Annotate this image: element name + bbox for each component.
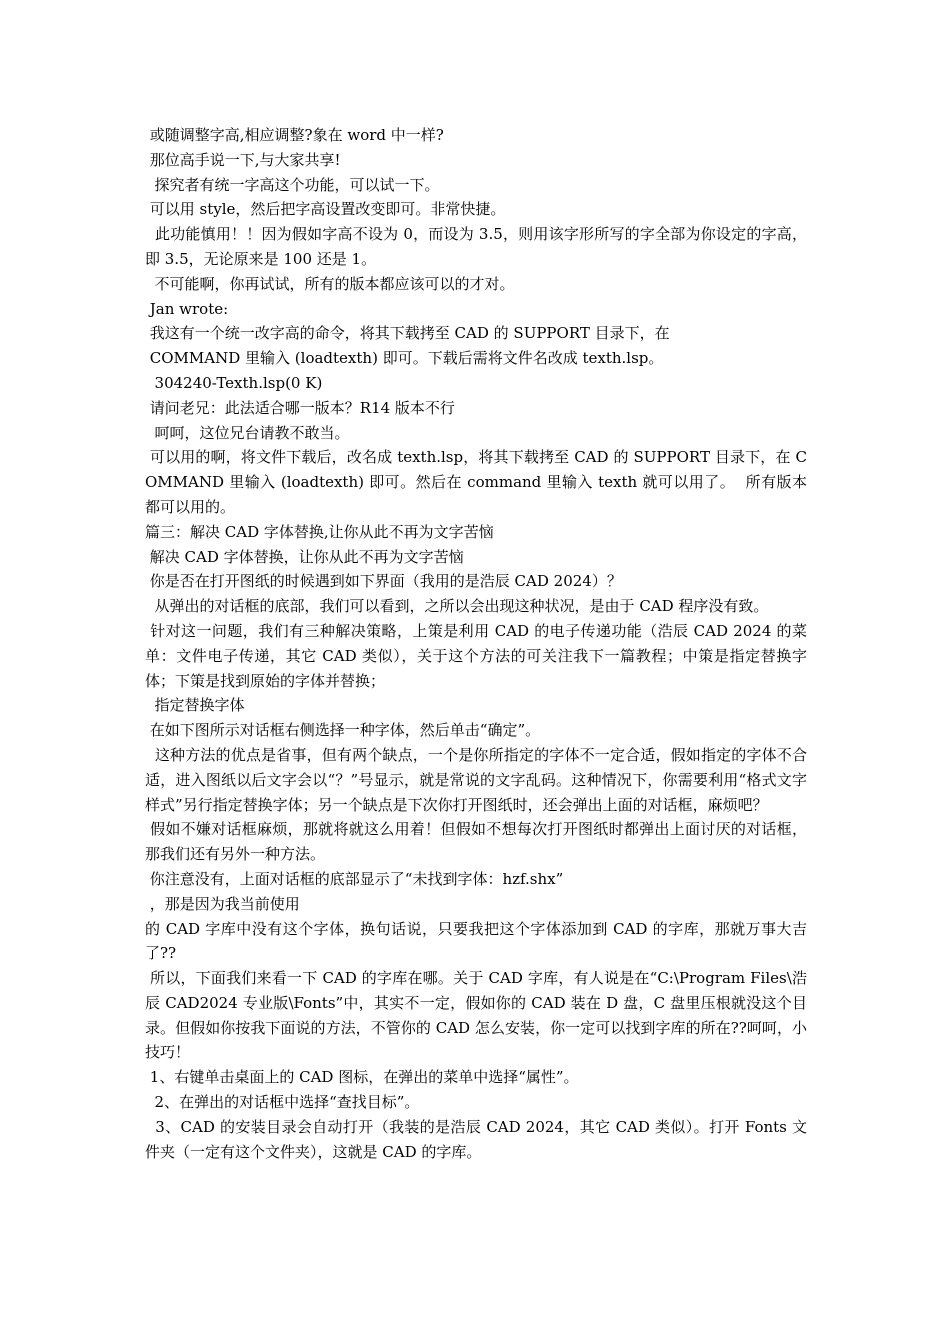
- paragraph-29: 3、CAD 的安装目录会自动打开（我装的是浩辰 CAD 2024，其它 CAD 类似）。打开 Fonts 文件夹（一定有这个文件夹），这就是 CAD 的字库。: [145, 1117, 807, 1161]
- paragraph-20: 在如下图所示对话框右侧选择一种字体，然后单击“确定”。: [145, 721, 541, 740]
- paragraph-4: 可以用 style，然后把字高设置改变即可。非常快捷。: [145, 200, 506, 219]
- paragraph-1: 或随调整字高,相应调整?象在 word 中一样?: [145, 126, 444, 144]
- paragraph-23: 你注意没有，上面对话框的底部显示了“未找到字体：hzf.shx”: [145, 869, 564, 888]
- paragraph-24: ，那是因为我当前使用: [145, 894, 300, 913]
- paragraph-8: 我这有一个统一改字高的命令，将其下载拷至 CAD 的 SUPPORT 目录下，在: [145, 324, 670, 343]
- paragraph-22: 假如不嫌对话框麻烦，那就将就这么用着！但假如不想每次打开图纸时都弹出上面讨厌的对话框，那我们还有另外一种方法。: [145, 820, 807, 864]
- section-heading: 篇三：解决 CAD 字体替换,让你从此不再为文字苦恼: [145, 522, 494, 541]
- paragraph-13: 可以用的啊，将文件下载后，改名成 texth.lsp，将其下载拷至 CAD 的 SUPPORT 目录下，在 COMMAND 里输入 (loadtexth) 即可。然后在 command 里输入 texth 就可以用了。 所有版本都可以用的。: [145, 448, 807, 516]
- paragraph-2: 那位高手说一下,与大家共享!: [145, 150, 341, 169]
- paragraph-10: 304240-Texth.lsp(0 K): [145, 373, 323, 392]
- paragraph-27: 1、右键单击桌面上的 CAD 图标，在弹出的菜单中选择“属性”。: [145, 1068, 579, 1087]
- paragraph-19: 指定替换字体: [145, 696, 245, 715]
- paragraph-15: 解决 CAD 字体替换，让你从此不再为文字苦恼: [145, 547, 464, 566]
- paragraph-9: COMMAND 里输入 (loadtexth) 即可。下载后需将文件名改成 texth.lsp。: [145, 349, 664, 368]
- paragraph-3: 探究者有统一字高这个功能，可以试一下。: [145, 175, 440, 194]
- paragraph-28: 2、在弹出的对话框中选择“查找目标”。: [145, 1093, 420, 1112]
- paragraph-11: 请问老兄：此法适合哪一版本？R14 版本不行: [145, 398, 455, 417]
- paragraph-25: 的 CAD 字库中没有这个字体，换句话说，只要我把这个字体添加到 CAD 的字库，那就万事大吉了??: [145, 919, 807, 963]
- document-body: [145, 123, 807, 1164]
- paragraph-21: 这种方法的优点是省事，但有两个缺点，一个是你所指定的字体不一定合适，假如指定的字体不合适，进入图纸以后文字会以“？”号显示，就是常说的文字乱码。这种情况下，你需要利用“格式文字样式”另行指定替换字体；另一个缺点是下次你打开图纸时，还会弹出上面的对话框，麻烦吧？: [145, 745, 807, 814]
- paragraph-12: 呵呵，这位兄台请教不敢当。: [145, 423, 350, 442]
- paragraph-6: 不可能啊，你再试试，所有的版本都应该可以的才对。: [145, 274, 515, 293]
- paragraph-26: 所以，下面我们来看一下 CAD 的字库在哪。关于 CAD 字库，有人说是在“C:\Program Files\浩辰 CAD2024 专业版\Fonts”中，其实不一定，假如你的 CAD 装在 D 盘，C 盘里压根就没这个目录。但假如你按我下面说的方法，不管你的 CAD 怎么安装，你一定可以找到字库的所在??呵呵，小技巧！: [145, 969, 807, 1062]
- paragraph-18: 针对这一问题，我们有三种解决策略，上策是利用 CAD 的电子传递功能（浩辰 CAD 2024 的菜单：文件电子传递，其它 CAD 类似），关于这个方法的可关注我下一篇教程；中策是指定替换字体；下策是找到原始的字体并替换；: [145, 621, 807, 690]
- paragraph-7: Jan wrote:: [145, 299, 229, 318]
- paragraph-17: 从弹出的对话框的底部，我们可以看到，之所以会出现这种状况，是由于 CAD 程序没有致。: [145, 597, 769, 616]
- paragraph-5: 此功能慎用！！因为假如字高不设为 0，而设为 3.5，则用该字形所写的字全部为你设定的字高，即 3.5，无论原来是 100 还是 1。: [145, 225, 807, 268]
- paragraph-16: 你是否在打开图纸的时候遇到如下界面（我用的是浩辰 CAD 2024）？: [145, 572, 622, 591]
